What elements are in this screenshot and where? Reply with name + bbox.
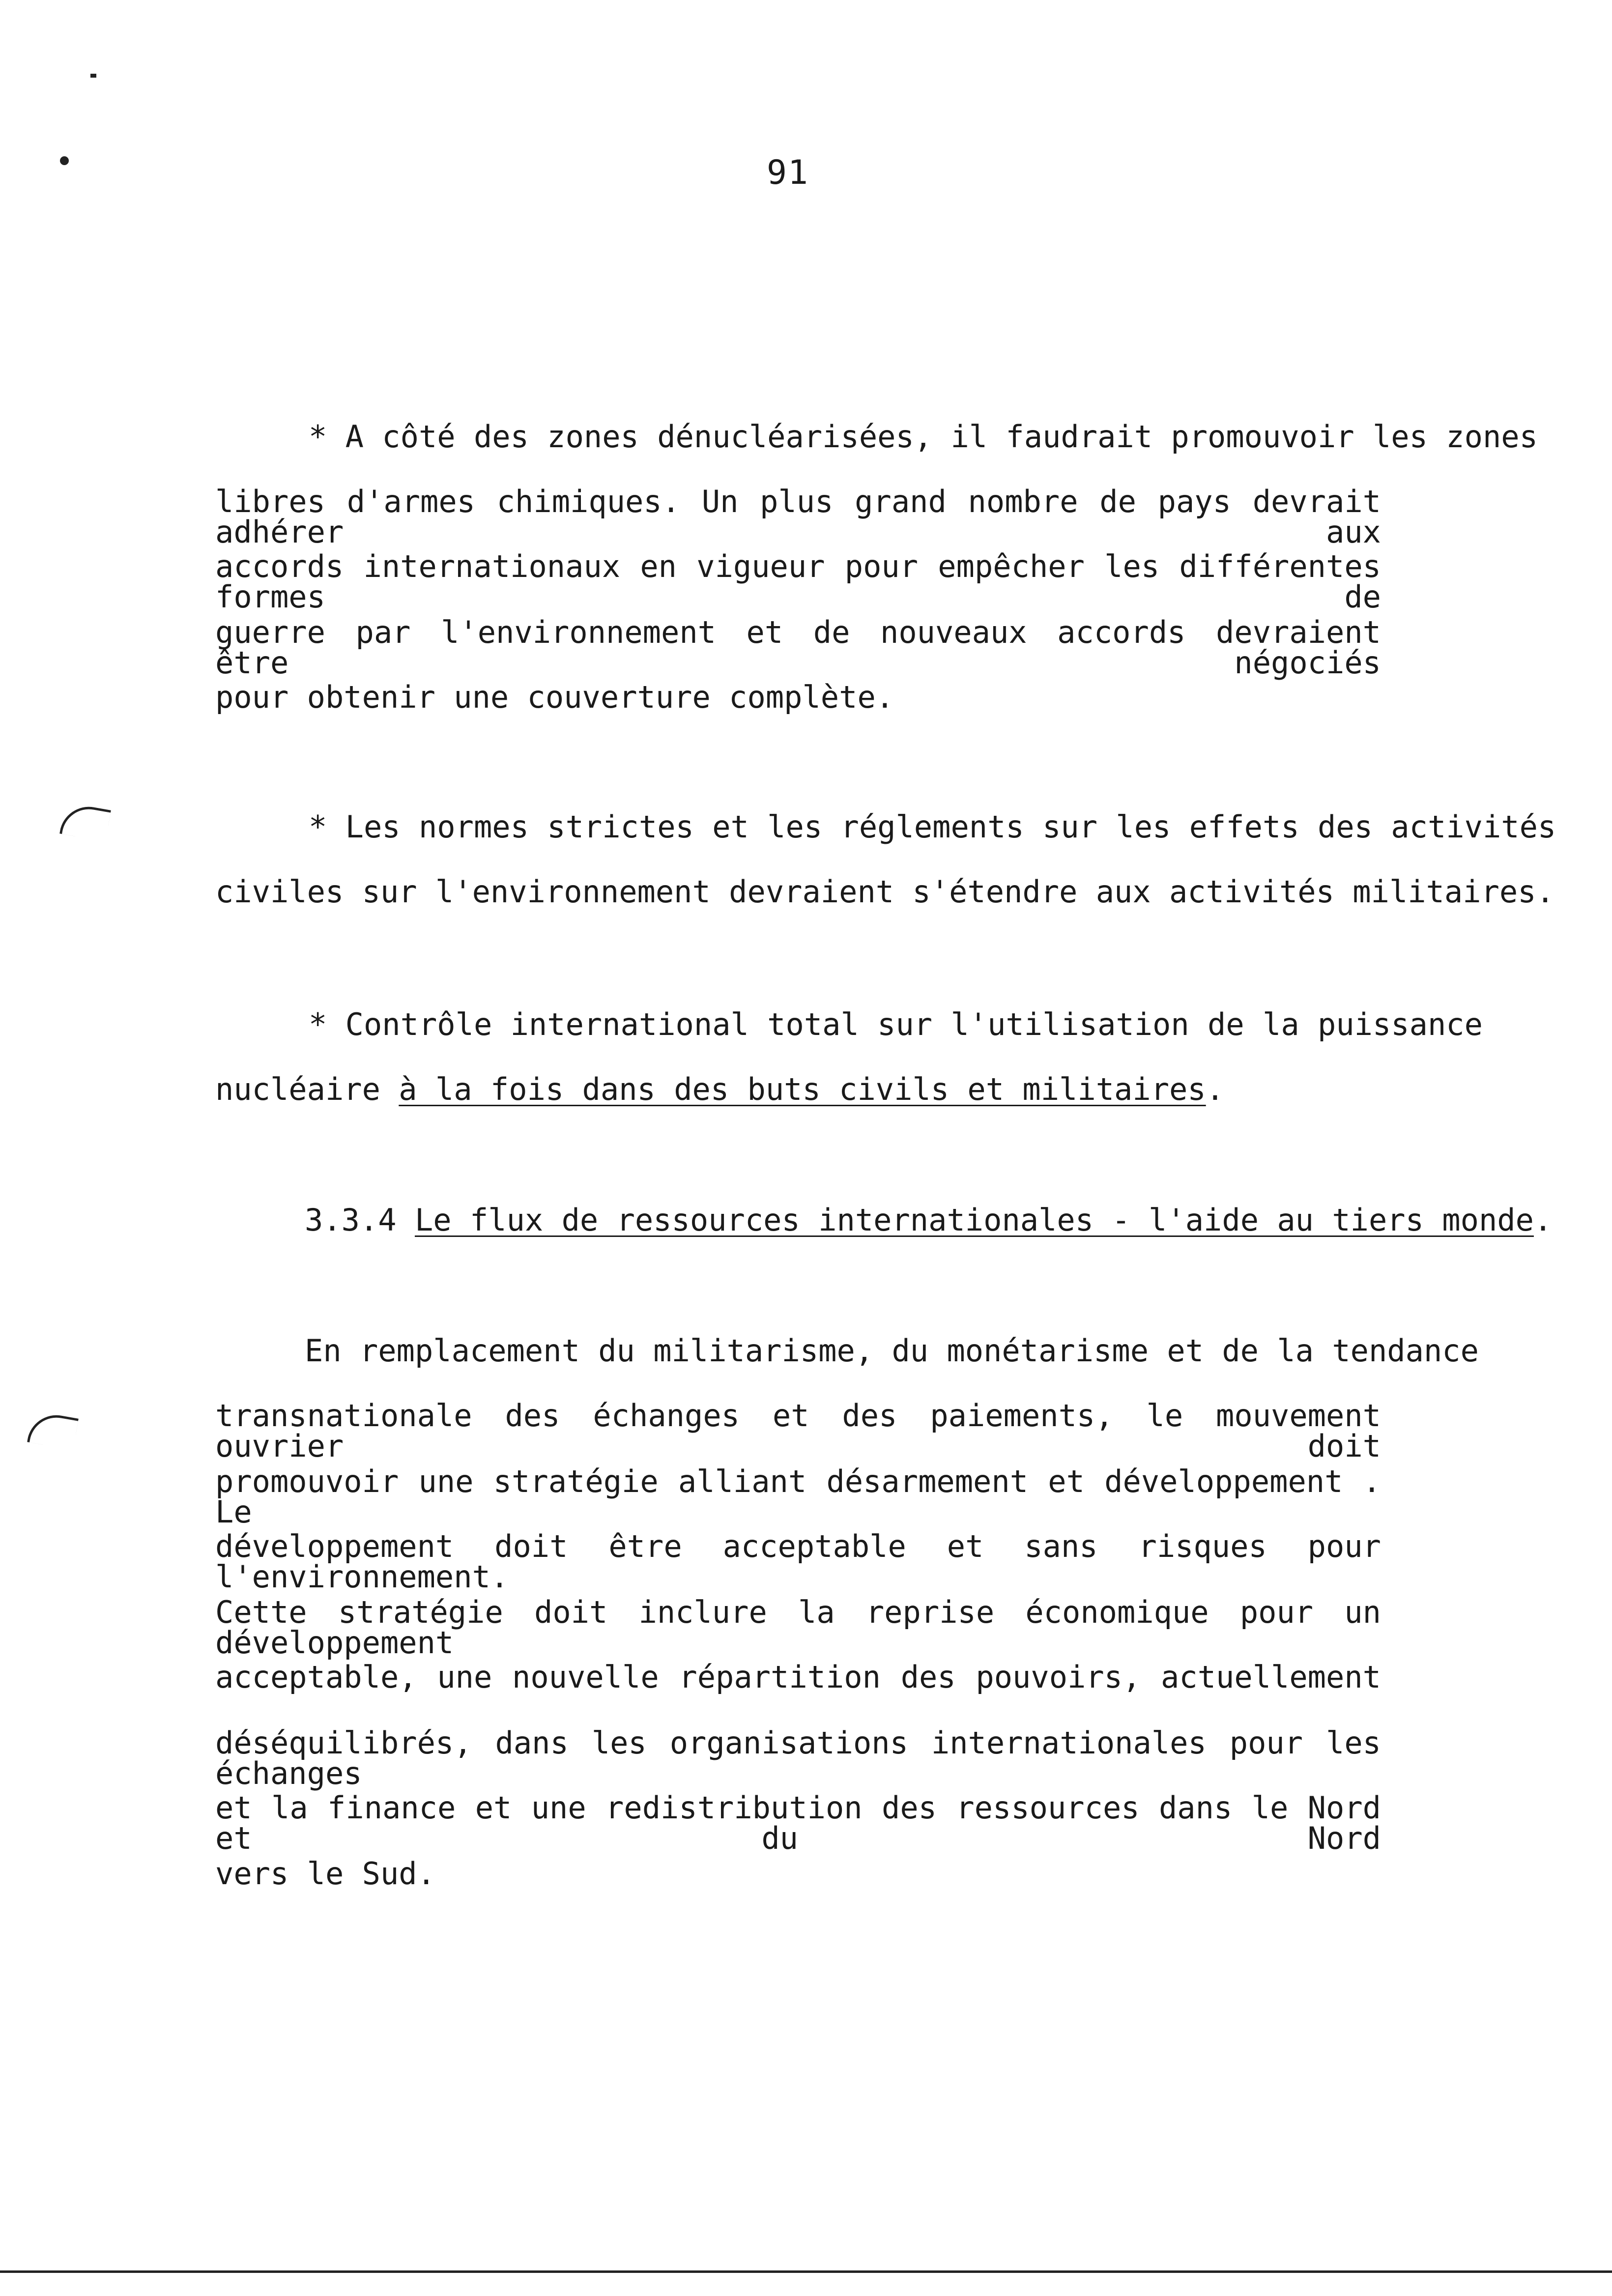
- paragraph-line: guerre par l'environnement et de nouveaux accords devraient être négociés: [215, 614, 1381, 681]
- heading-punctuation: .: [1533, 1202, 1553, 1238]
- paragraph-line: déséquilibrés, dans les organisations internationales pour les échanges: [215, 1725, 1381, 1791]
- line-punctuation: .: [1206, 1071, 1225, 1107]
- section-heading: [305, 1202, 1553, 1238]
- section-number: 3.3.4: [305, 1202, 415, 1238]
- page-number: 91: [767, 153, 809, 192]
- paragraph-line: transnationale des échanges et des paiements, le mouvement ouvrier doit: [215, 1398, 1381, 1464]
- paragraph-line: pour obtenir une couverture complète.: [215, 679, 894, 715]
- paragraph-line: vers le Sud.: [215, 1856, 435, 1892]
- paragraph-line: développement doit être acceptable et sans risques pour l'environnement.: [215, 1528, 1381, 1595]
- scan-dot: [60, 156, 69, 165]
- paragraph-line: accords internationaux en vigueur pour empêcher les différentes formes de: [215, 548, 1381, 615]
- section-title: Le flux de ressources internationales - l'aide au tiers monde: [414, 1202, 1534, 1238]
- paragraph-line: * Les normes strictes et les réglements sur les effets des activités: [309, 809, 1556, 845]
- paragraph-line: promouvoir une stratégie alliant désarmement et développement . Le: [215, 1464, 1381, 1530]
- paragraph-line: * A côté des zones dénucléarisées, il faudrait promouvoir les zones: [309, 419, 1538, 455]
- paragraph-line: Cette stratégie doit inclure la reprise économique pour un développement: [215, 1594, 1381, 1661]
- paragraph-line: libres d'armes chimiques. Un plus grand nombre de pays devrait adhérer aux: [215, 484, 1381, 550]
- margin-arc-mark: [27, 1410, 79, 1450]
- margin-arc-mark: [59, 802, 111, 842]
- underlined-phrase: à la fois dans des buts civils et militaires: [399, 1071, 1206, 1107]
- paragraph-line: En remplacement du militarisme, du monétarisme et de la tendance: [305, 1333, 1479, 1369]
- line-text: nucléaire: [215, 1071, 399, 1107]
- paragraph-line: [215, 1071, 1225, 1107]
- page-bottom-rule: [0, 2270, 1612, 2273]
- paragraph-line: et la finance et une redistribution des ressources dans le Nord et du Nord: [215, 1790, 1381, 1856]
- paragraph-line: * Contrôle international total sur l'utilisation de la puissance: [309, 1006, 1483, 1042]
- paragraph-line: civiles sur l'environnement devraient s'étendre aux activités militaires.: [215, 874, 1554, 910]
- scan-speck: [90, 74, 96, 78]
- paragraph-line: acceptable, une nouvelle répartition des pouvoirs, actuellement: [215, 1659, 1381, 1695]
